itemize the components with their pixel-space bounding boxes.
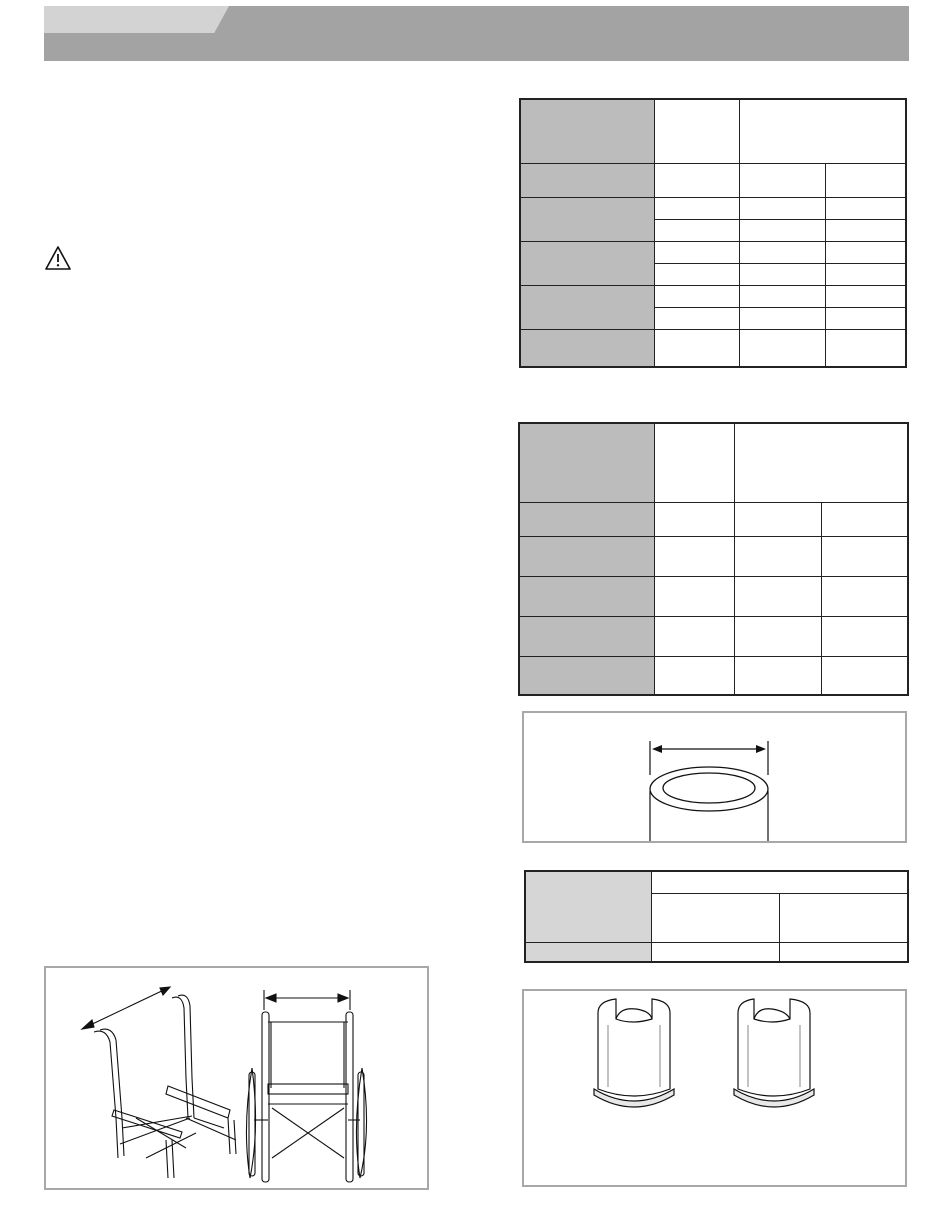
adapter-sleeves-figure: [522, 989, 907, 1187]
spec-table-1: [519, 98, 907, 368]
spec-table-3: [524, 870, 909, 963]
tube-adapter-sleeves-diagram: [524, 991, 905, 1185]
spec-table-2: [518, 422, 909, 696]
wheelchair-frame-diagram: [46, 968, 427, 1188]
warning-icon: [44, 245, 72, 271]
tube-diameter-diagram: [524, 713, 905, 841]
wheelchair-frame-figure: [44, 966, 429, 1190]
header-tab: [44, 6, 229, 33]
tube-diameter-figure: [522, 711, 907, 843]
